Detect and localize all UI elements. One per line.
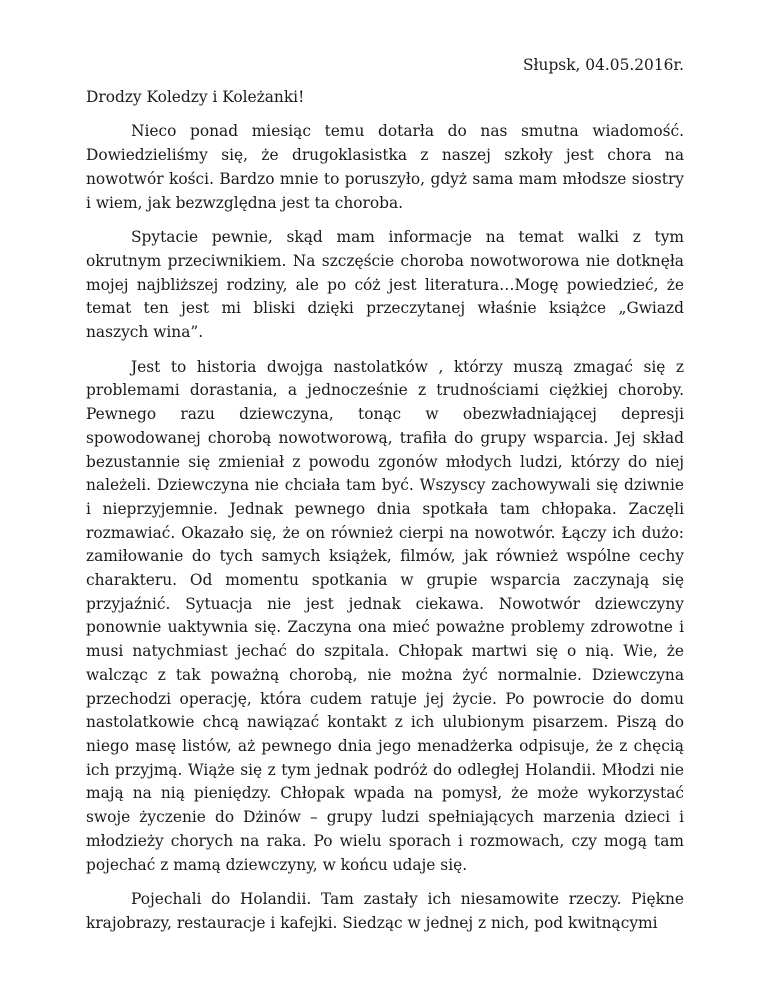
- greeting: Drodzy Koledzy i Koleżanki!: [86, 87, 305, 106]
- letter-page: [86, 54, 684, 947]
- paragraph-2: Spytacie pewnie, skąd mam informacje na temat walki z tym okrutnym przeciwnikiem. Na szczęście choroba nowotworowa nie dotknęła mojej najbliższej rodziny, ale po cóż jest literatura…Mogę powiedzieć, że temat ten jest mi bliski dzięki przeczytanej właśnie książce „Gwiazd naszych wina”.: [86, 228, 684, 342]
- paragraph-3: Jest to historia dwojga nastolatków , którzy muszą zmagać się z problemami dorastania, a jednocześnie z trudnościami ciężkiej choroby. Pewnego razu dziewczyna, tonąc w obezwładniającej depresji spowodowanej chorobą nowotworową, trafiła do grupy wsparcia. Jej skład bezustannie się zmieniał z powodu zgonów młodych ludzi, którzy do niej należeli. Dziewczyna nie chciała tam być. Wszyscy zachowywali się dziwnie i nieprzyjemnie. Jednak pewnego dnia spotkała tam chłopaka. Zaczęli rozmawiać. Okazało się, że on również cierpi na nowotwór. Łączy ich dużo: zamiłowanie do tych samych książek, filmów, jak również wspólne cechy charakteru. Od momentu spotkania w grupie wsparcia zaczynają się przyjaźnić. Sytuacja nie jest jednak ciekawa. Nowotwór dziewczyny ponownie uaktywnia się. Zaczyna ona mieć poważne problemy zdrowotne i musi natychmiast jechać do szpitala. Chłopak martwi się o nią. Wie, że walcząc z tak poważną chorobą, nie można żyć normalnie. Dziewczyna przechodzi operację, która cudem ratuje jej życie. Po powrocie do domu nastolatkowie chcą nawiązać kontakt z ich ulubionym pisarzem. Piszą do niego masę listów, aż pewnego dnia jego menadżerka odpisuje, że z chęcią ich przyjmą. Wiąże się z tym jednak podróż do odległej Holandii. Młodzi nie mają na nią pieniędzy. Chłopak wpada na pomysł, że może wykorzystać swoje życzenie do Dżinów – grupy ludzi spełniających marzenia dzieci i młodzieży chorych na raka. Po wielu sporach i rozmowach, czy mogą tam pojechać z mamą dziewczyny, w końcu udaje się.: [86, 357, 684, 874]
- paragraph-4: Pojechali do Holandii. Tam zastały ich niesamowite rzeczy. Piękne krajobrazy, restauracje i kafejki. Siedząc w jednej z nich, pod kwitnącymi: [86, 890, 684, 932]
- date-line: Słupsk, 04.05.2016r.: [523, 56, 684, 74]
- paragraph-1: Nieco ponad miesiąc temu dotarła do nas smutna wiadomość. Dowiedzieliśmy się, że drugoklasistka z naszej szkoły jest chora na nowotwór kości. Bardzo mnie to poruszyło, gdyż sama mam młodsze siostry i wiem, jak bezwzględna jest ta choroba.: [86, 122, 684, 212]
